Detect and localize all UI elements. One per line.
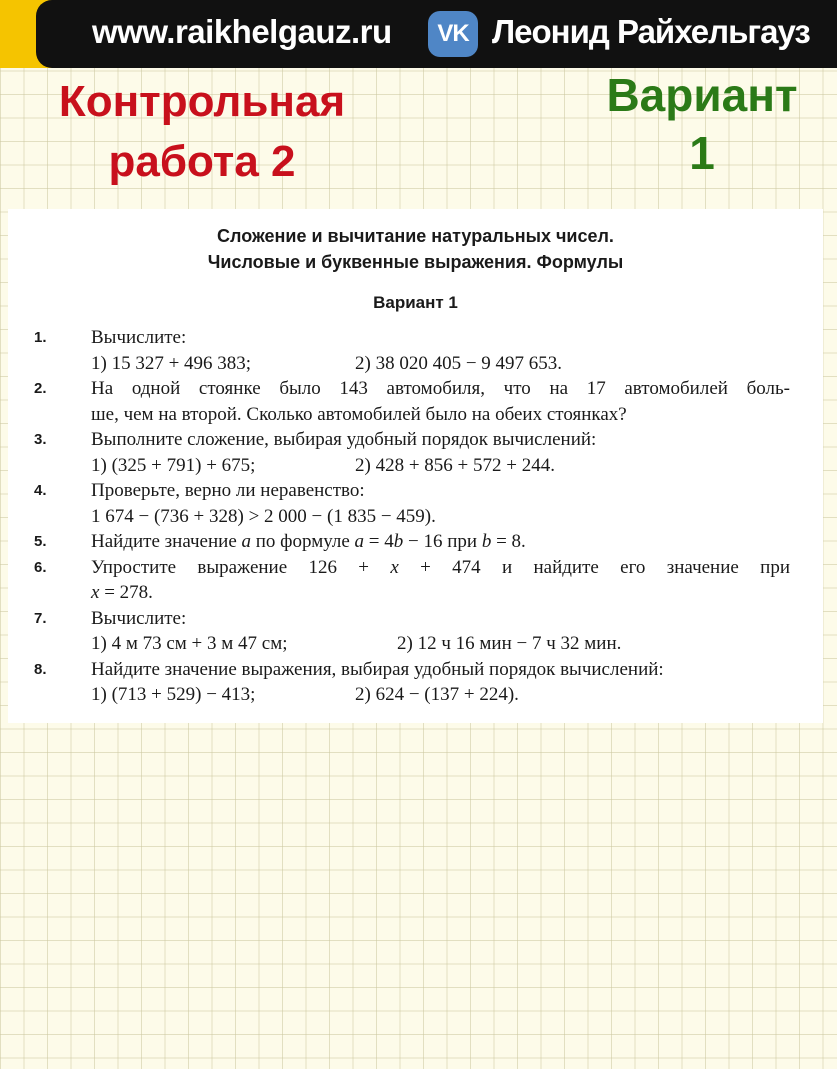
text-segment: по формуле <box>251 531 355 552</box>
text-segment: + 474 и найдите его значение при <box>398 556 790 578</box>
task-answers <box>91 631 790 657</box>
task-part-1: 1) (713 + 529) − 413; <box>91 684 256 705</box>
text-segment: Найдите значение <box>91 531 242 552</box>
test-title-line2: работа 2 <box>108 137 296 186</box>
task-number: 6. <box>34 558 47 576</box>
variant-title-line1: Вариант <box>606 69 798 121</box>
task-text <box>91 529 790 555</box>
document-heading-line2: Числовые и буквенные выражения. Формулы <box>207 252 624 272</box>
task-number: 2. <box>34 380 47 397</box>
task-answers <box>91 351 790 377</box>
task-7 <box>32 606 790 657</box>
variable: x <box>91 582 100 603</box>
document-heading <box>8 223 823 275</box>
text-segment: = 4 <box>364 531 394 552</box>
task-6 <box>32 555 790 606</box>
task-prompt: Вычислите: <box>91 327 187 348</box>
header-banner <box>0 0 837 68</box>
variable: b <box>393 531 404 552</box>
task-number: 7. <box>34 609 47 627</box>
task-prompt: Выполните сложение, выбирая удобный порядок вычислений: <box>91 429 597 450</box>
variable: b <box>481 531 492 552</box>
variant-title <box>586 66 818 182</box>
text-segment: Упростите выражение 126 + <box>91 556 391 578</box>
task-2 <box>32 376 790 427</box>
task-number: 4. <box>34 482 47 499</box>
site-link[interactable]: www.raikhelgauz.ru <box>92 13 392 50</box>
task-part-1: 1) (325 + 791) + 675; <box>91 454 256 476</box>
task-part-2: 2) 12 ч 16 мин − 7 ч 32 мин. <box>397 633 622 654</box>
task-answers <box>91 682 790 708</box>
task-number: 1. <box>34 329 47 346</box>
task-number: 3. <box>34 431 47 448</box>
task-number: 5. <box>34 533 47 550</box>
task-prompt: Проверьте, верно ли неравенство: <box>91 480 365 501</box>
task-expression: 1 674 − (736 + 328) > 2 000 − (1 835 − 459). <box>91 505 436 527</box>
task-part-2: 2) 624 − (137 + 224). <box>355 684 519 705</box>
document-card <box>8 209 823 723</box>
text-segment: = 278. <box>99 582 153 603</box>
task-prompt: Вычислите: <box>91 607 187 629</box>
document-variant: Вариант 1 <box>373 293 458 312</box>
author-name[interactable]: Леонид Райхельгауз <box>492 13 810 50</box>
task-text-line1 <box>91 555 790 581</box>
task-part-2: 2) 38 020 405 − 9 497 653. <box>355 352 563 374</box>
task-1 <box>32 325 790 376</box>
task-prompt: Найдите значение выражения, выбирая удобный порядок вычислений: <box>91 658 664 680</box>
task-5 <box>32 529 790 555</box>
task-answers <box>91 453 790 479</box>
task-part-1: 1) 15 327 + 496 383; <box>91 352 252 374</box>
task-text-line2 <box>91 580 790 606</box>
text-segment: − 16 при <box>403 531 482 552</box>
test-title <box>22 72 382 192</box>
variable: a <box>241 531 251 552</box>
task-4 <box>32 478 790 529</box>
task-3 <box>32 427 790 478</box>
variable: a <box>354 531 365 552</box>
vk-logo-icon[interactable]: VK <box>428 11 478 57</box>
task-part-2: 2) 428 + 856 + 572 + 244. <box>355 454 555 476</box>
document-heading-line1: Сложение и вычитание натуральных чисел. <box>217 226 614 246</box>
variable: x <box>390 556 399 578</box>
text-segment: = 8. <box>491 531 526 552</box>
task-text-line1: На одной стоянке было 143 автомобиля, что на 17 автомобилей боль- <box>91 378 790 399</box>
variant-title-line2: 1 <box>689 127 715 179</box>
task-number: 8. <box>34 660 47 678</box>
task-part-1: 1) 4 м 73 см + 3 м 47 см; <box>91 633 288 654</box>
banner-accent-notch <box>36 0 66 68</box>
test-title-line1: Контрольная <box>58 77 346 126</box>
task-8 <box>32 657 790 708</box>
task-list <box>32 325 790 708</box>
task-text-line2: ше, чем на второй. Сколько автомобилей было на обеих стоянках? <box>91 403 627 425</box>
